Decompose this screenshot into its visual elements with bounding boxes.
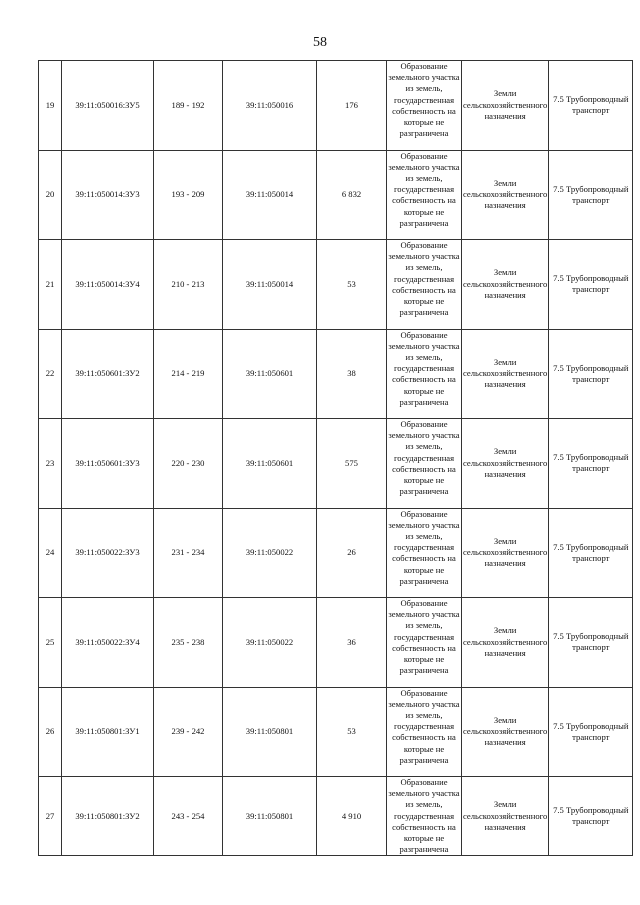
land-category-cell: Земли сельскохозяйственного назначения [462, 240, 549, 330]
land-category-cell: Земли сельскохозяйственного назначения [462, 777, 549, 856]
table-row [39, 240, 633, 330]
cadastral-number-cell: 39:11:050801:ЗУ1 [62, 687, 154, 777]
permitted-use-cell: 7.5 Трубопроводный транспорт [549, 508, 633, 598]
boundary-points-cell: 189 - 192 [154, 61, 223, 151]
table-row [39, 598, 633, 688]
formation-method-cell: Образование земельного участка из земель, государственная собственность на которые не разграничена [387, 508, 462, 598]
area-cell: 53 [317, 687, 387, 777]
table-row [39, 329, 633, 419]
cadastral-quarter-cell: 39:11:050801 [223, 777, 317, 856]
cadastral-quarter-cell: 39:11:050022 [223, 598, 317, 688]
boundary-points-cell: 243 - 254 [154, 777, 223, 856]
cadastral-quarter-cell: 39:11:050601 [223, 329, 317, 419]
page-number: 58 [313, 35, 327, 50]
cadastral-number-cell: 39:11:050014:ЗУ4 [62, 240, 154, 330]
row-number-cell: 27 [39, 777, 62, 856]
land-category-cell: Земли сельскохозяйственного назначения [462, 508, 549, 598]
boundary-points-cell: 193 - 209 [154, 150, 223, 240]
row-number-cell: 24 [39, 508, 62, 598]
cadastral-number-cell: 39:11:050801:ЗУ2 [62, 777, 154, 856]
land-category-cell: Земли сельскохозяйственного назначения [462, 329, 549, 419]
permitted-use-cell: 7.5 Трубопроводный транспорт [549, 61, 633, 151]
permitted-use-cell: 7.5 Трубопроводный транспорт [549, 150, 633, 240]
area-cell: 36 [317, 598, 387, 688]
formation-method-cell: Образование земельного участка из земель, государственная собственность на которые не разграничена [387, 598, 462, 688]
row-number-cell: 26 [39, 687, 62, 777]
permitted-use-cell: 7.5 Трубопроводный транспорт [549, 419, 633, 509]
row-number-cell: 23 [39, 419, 62, 509]
land-category-cell: Земли сельскохозяйственного назначения [462, 419, 549, 509]
row-number-cell: 19 [39, 61, 62, 151]
area-cell: 575 [317, 419, 387, 509]
boundary-points-cell: 220 - 230 [154, 419, 223, 509]
permitted-use-cell: 7.5 Трубопроводный транспорт [549, 329, 633, 419]
cadastral-quarter-cell: 39:11:050801 [223, 687, 317, 777]
land-category-cell: Земли сельскохозяйственного назначения [462, 687, 549, 777]
cadastral-number-cell: 39:11:050601:ЗУ3 [62, 419, 154, 509]
table-row [39, 61, 633, 151]
formation-method-cell: Образование земельного участка из земель, государственная собственность на которые не разграничена [387, 687, 462, 777]
boundary-points-cell: 210 - 213 [154, 240, 223, 330]
cadastral-quarter-cell: 39:11:050022 [223, 508, 317, 598]
boundary-points-cell: 214 - 219 [154, 329, 223, 419]
cadastral-quarter-cell: 39:11:050014 [223, 240, 317, 330]
permitted-use-cell: 7.5 Трубопроводный транспорт [549, 598, 633, 688]
land-category-cell: Земли сельскохозяйственного назначения [462, 598, 549, 688]
table-body [39, 61, 633, 856]
table-row [39, 150, 633, 240]
cadastral-number-cell: 39:11:050016:ЗУ5 [62, 61, 154, 151]
row-number-cell: 21 [39, 240, 62, 330]
table-row [39, 419, 633, 509]
permitted-use-cell: 7.5 Трубопроводный транспорт [549, 240, 633, 330]
formation-method-cell: Образование земельного участка из земель, государственная собственность на которые не разграничена [387, 240, 462, 330]
area-cell: 4 910 [317, 777, 387, 856]
cadastral-number-cell: 39:11:050022:ЗУ4 [62, 598, 154, 688]
cadastral-quarter-cell: 39:11:050601 [223, 419, 317, 509]
row-number-cell: 22 [39, 329, 62, 419]
table-row [39, 777, 633, 856]
area-cell: 6 832 [317, 150, 387, 240]
area-cell: 26 [317, 508, 387, 598]
area-cell: 176 [317, 61, 387, 151]
land-category-cell: Земли сельскохозяйственного назначения [462, 61, 549, 151]
row-number-cell: 20 [39, 150, 62, 240]
formation-method-cell: Образование земельного участка из земель, государственная собственность на которые не разграничена [387, 329, 462, 419]
boundary-points-cell: 231 - 234 [154, 508, 223, 598]
table-row [39, 687, 633, 777]
formation-method-cell: Образование земельного участка из земель, государственная собственность на которые не разграничена [387, 419, 462, 509]
area-cell: 53 [317, 240, 387, 330]
table-row [39, 508, 633, 598]
land-category-cell: Земли сельскохозяйственного назначения [462, 150, 549, 240]
formation-method-cell: Образование земельного участка из земель, государственная собственность на которые не разграничена [387, 61, 462, 151]
permitted-use-cell: 7.5 Трубопроводный транспорт [549, 687, 633, 777]
permitted-use-cell: 7.5 Трубопроводный транспорт [549, 777, 633, 856]
land-plots-table [38, 60, 633, 856]
boundary-points-cell: 235 - 238 [154, 598, 223, 688]
land-plots-table-container [38, 60, 633, 856]
cadastral-number-cell: 39:11:050601:ЗУ2 [62, 329, 154, 419]
cadastral-quarter-cell: 39:11:050014 [223, 150, 317, 240]
formation-method-cell: Образование земельного участка из земель, государственная собственность на которые не разграничена [387, 150, 462, 240]
boundary-points-cell: 239 - 242 [154, 687, 223, 777]
cadastral-number-cell: 39:11:050022:ЗУ3 [62, 508, 154, 598]
area-cell: 38 [317, 329, 387, 419]
formation-method-cell: Образование земельного участка из земель, государственная собственность на которые не разграничена [388, 777, 460, 855]
row-number-cell: 25 [39, 598, 62, 688]
cadastral-quarter-cell: 39:11:050016 [223, 61, 317, 151]
cadastral-number-cell: 39:11:050014:ЗУ3 [62, 150, 154, 240]
